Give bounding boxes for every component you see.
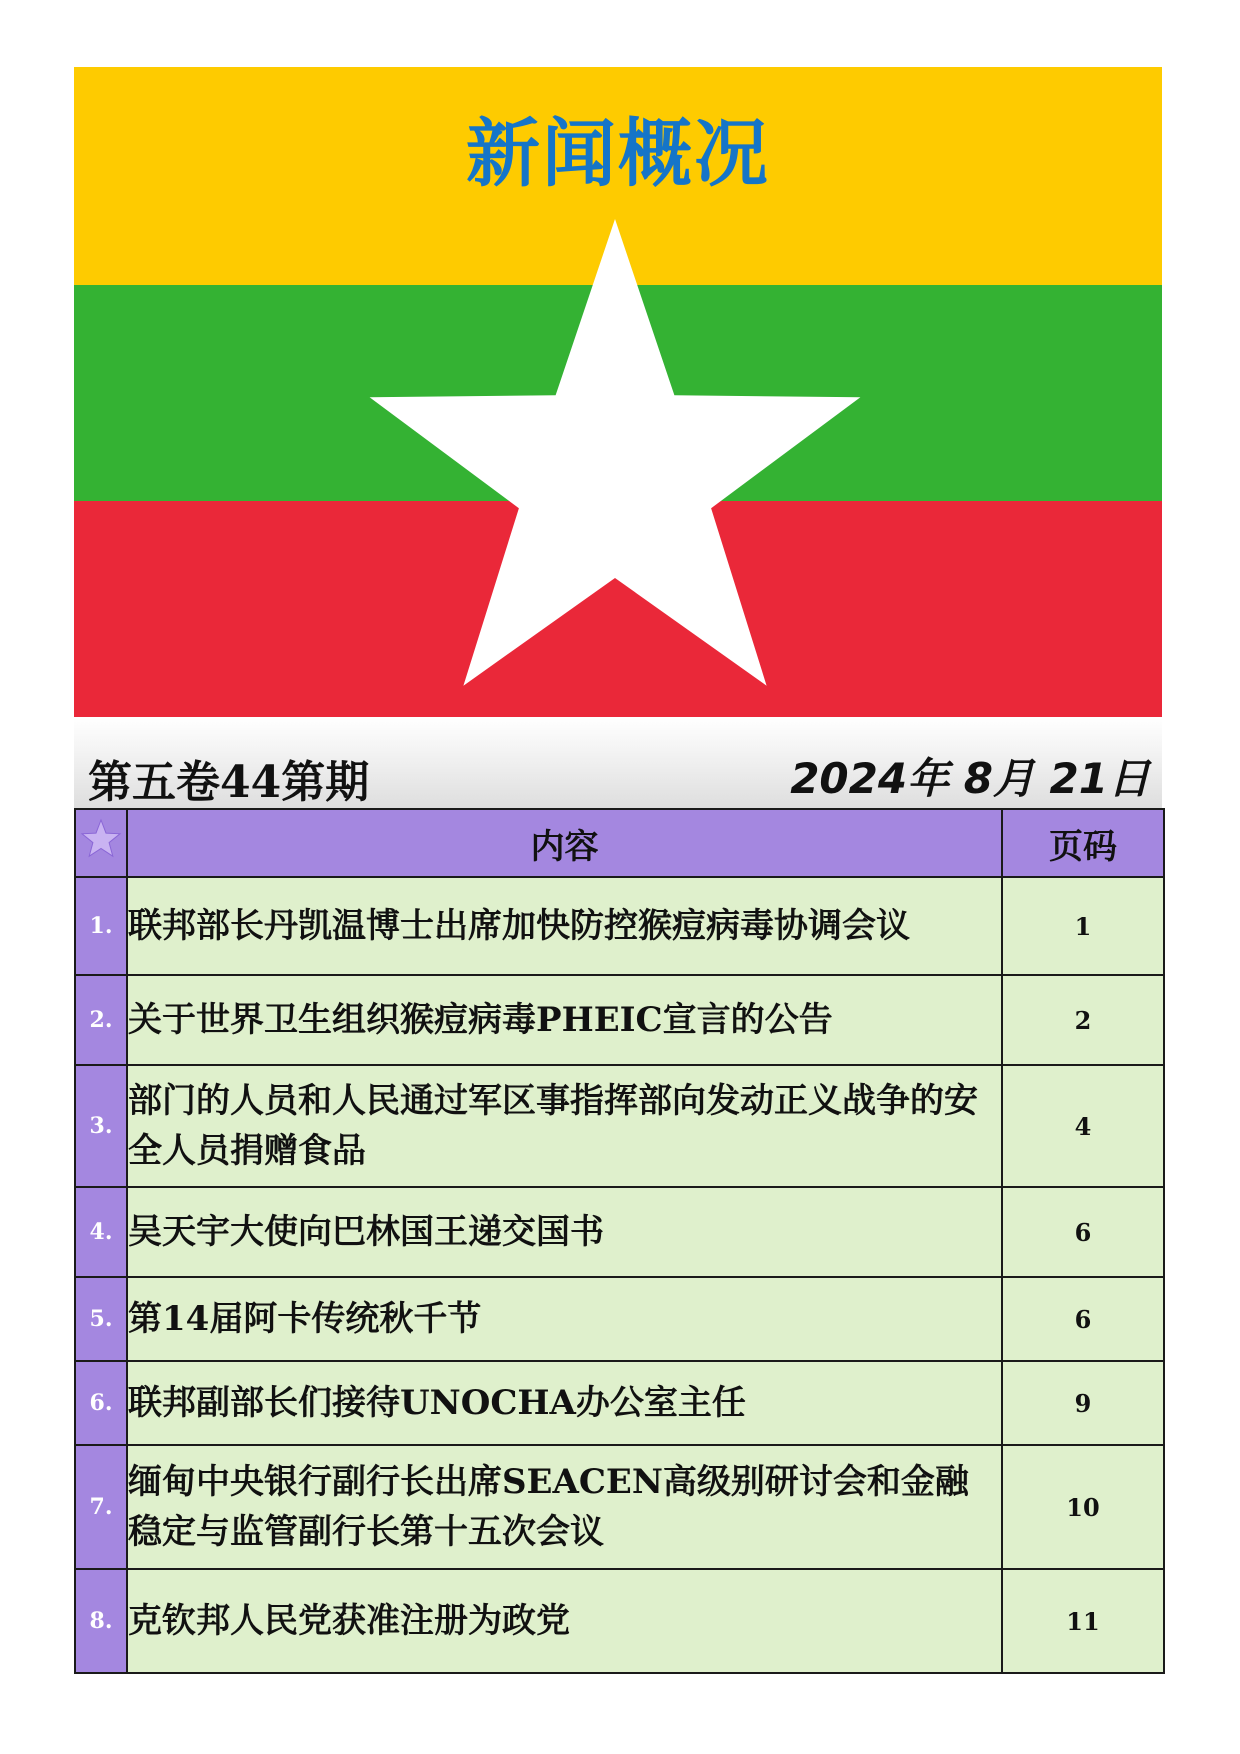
- toc-item-title[interactable]: [127, 1187, 1002, 1277]
- issue-info-bar: [74, 718, 1162, 808]
- toc-item-title-text: 联邦副部长们接待UNOCHA办公室主任: [128, 1383, 746, 1423]
- toc-item-title[interactable]: [127, 1445, 1002, 1569]
- table-row[interactable]: [75, 1445, 1164, 1569]
- table-row[interactable]: [75, 1569, 1164, 1673]
- toc-item-number: 3.: [75, 1065, 127, 1187]
- toc-header-row: [75, 809, 1164, 877]
- toc-item-number: 2.: [75, 975, 127, 1065]
- star-icon: [79, 817, 123, 861]
- toc-item-page: 1: [1002, 877, 1164, 975]
- table-row[interactable]: [75, 1361, 1164, 1445]
- toc-item-number: 5.: [75, 1277, 127, 1361]
- toc-item-title-text: 部门的人员和人民通过军区事指挥部向发动正义战争的安全人员捐赠食品: [128, 1081, 978, 1171]
- toc-item-page: 4: [1002, 1065, 1164, 1187]
- toc-item-title-text: 克钦邦人民党获准注册为政党: [128, 1601, 570, 1641]
- table-of-contents: [74, 808, 1165, 1674]
- toc-item-title[interactable]: [127, 1569, 1002, 1673]
- table-row[interactable]: [75, 1277, 1164, 1361]
- toc-item-page: 6: [1002, 1187, 1164, 1277]
- toc-item-page: 6: [1002, 1277, 1164, 1361]
- toc-item-title-text: 吴天宇大使向巴林国王递交国书: [128, 1212, 604, 1252]
- toc-item-number: 1.: [75, 877, 127, 975]
- toc-item-title-text: 联邦部长丹凯温博士出席加快防控猴痘病毒协调会议: [128, 906, 910, 946]
- myanmar-flag: [74, 67, 1162, 717]
- toc-item-title[interactable]: [127, 1065, 1002, 1187]
- toc-header-star: [75, 809, 127, 877]
- toc-header-content: 内容: [127, 809, 1002, 877]
- toc-item-number: 6.: [75, 1361, 127, 1445]
- table-row[interactable]: [75, 877, 1164, 975]
- toc-header-page: 页码: [1002, 809, 1164, 877]
- toc-item-title[interactable]: [127, 877, 1002, 975]
- toc-item-title-text: 第14届阿卡传统秋千节: [128, 1299, 482, 1339]
- issue-date: 2024年 8月 21日: [790, 754, 1150, 803]
- issue-volume: 第五卷44第期: [88, 757, 370, 808]
- toc-item-title[interactable]: [127, 975, 1002, 1065]
- table-row[interactable]: [75, 1065, 1164, 1187]
- table-row[interactable]: [75, 975, 1164, 1065]
- toc-item-title[interactable]: [127, 1277, 1002, 1361]
- toc-item-title[interactable]: [127, 1361, 1002, 1445]
- toc-item-title-text: 关于世界卫生组织猴痘病毒PHEIC宣言的公告: [128, 1000, 833, 1040]
- page-title: 新闻概况: [466, 111, 770, 197]
- toc-item-number: 8.: [75, 1569, 127, 1673]
- table-row[interactable]: [75, 1187, 1164, 1277]
- toc-item-number: 7.: [75, 1445, 127, 1569]
- toc-item-number: 4.: [75, 1187, 127, 1277]
- toc-item-page: 10: [1002, 1445, 1164, 1569]
- toc-item-page: 9: [1002, 1361, 1164, 1445]
- toc-item-title-text: 缅甸中央银行副行长出席SEACEN高级别研讨会和金融稳定与监管副行长第十五次会议: [128, 1462, 969, 1552]
- toc-item-page: 11: [1002, 1569, 1164, 1673]
- toc-item-page: 2: [1002, 975, 1164, 1065]
